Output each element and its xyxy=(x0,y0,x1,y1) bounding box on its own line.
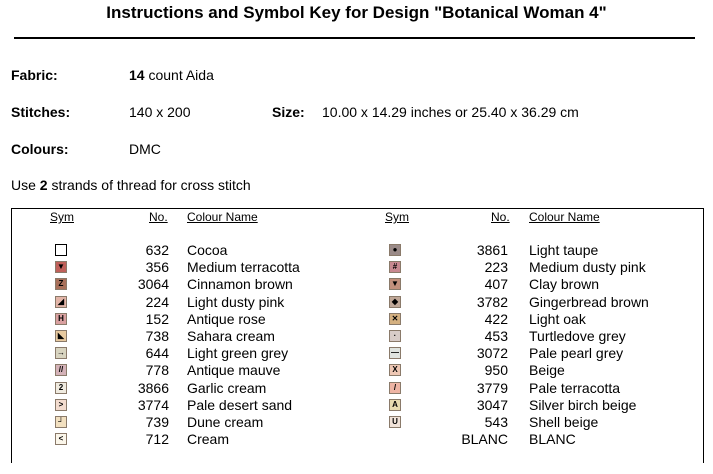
colour-name: Garlic cream xyxy=(187,379,267,396)
stitches-label: Stitches: xyxy=(11,104,71,120)
colour-name: Pale terracotta xyxy=(529,379,621,396)
symbol-swatch-icon xyxy=(55,244,67,256)
fabric-value xyxy=(129,67,214,83)
dmc-number: 950 xyxy=(484,362,508,379)
colour-name: Cream xyxy=(187,431,230,448)
strands-count: 2 xyxy=(39,177,48,193)
size-label: Size: xyxy=(272,104,305,120)
symbol-swatch-icon: // xyxy=(55,364,67,376)
symbol-swatch-icon: / xyxy=(389,382,401,394)
dmc-number: 712 xyxy=(145,431,169,448)
symbol-swatch-icon: ● xyxy=(389,244,401,256)
dmc-number: 738 xyxy=(145,328,169,344)
dmc-number: 543 xyxy=(484,414,508,430)
colour-name: Dune cream xyxy=(187,414,264,430)
header-sym-right: Sym xyxy=(385,210,409,224)
stitches-value: 140 x 200 xyxy=(129,104,191,120)
dmc-number: 644 xyxy=(145,345,169,362)
symbol-swatch-icon: · xyxy=(389,330,401,342)
symbol-swatch-icon: > xyxy=(55,399,67,411)
header-no-left: No. xyxy=(149,210,168,224)
fabric-count: 14 xyxy=(129,67,145,83)
colour-name: Light oak xyxy=(529,310,586,327)
dmc-number: 3866 xyxy=(137,379,169,396)
colours-value: DMC xyxy=(129,141,161,157)
symbol-swatch-icon: ▼ xyxy=(55,261,67,273)
symbol-swatch-icon: → xyxy=(57,348,65,358)
colour-name: BLANC xyxy=(529,431,576,448)
dmc-number: 632 xyxy=(145,242,169,258)
title-rule xyxy=(14,37,695,39)
dmc-number: 3861 xyxy=(476,242,508,258)
symbol-swatch-icon: H xyxy=(55,313,67,325)
symbol-swatch-icon xyxy=(389,433,401,445)
colour-name: Shell beige xyxy=(529,414,599,430)
dmc-number: 223 xyxy=(484,259,508,276)
colour-name: Medium dusty pink xyxy=(529,259,646,276)
dmc-number: 3047 xyxy=(476,396,508,413)
colour-name: Cocoa xyxy=(187,242,228,258)
colour-name: Pale pearl grey xyxy=(529,345,624,362)
colour-name: Clay brown xyxy=(529,276,600,293)
dmc-number: 3774 xyxy=(137,396,169,413)
dmc-number: 3782 xyxy=(476,293,508,310)
colour-name: Light taupe xyxy=(529,242,599,258)
symbol-swatch-icon: Z xyxy=(55,278,67,290)
size-value: 10.00 x 14.29 inches or 25.40 x 36.29 cm xyxy=(322,104,579,120)
colour-name: Turtledove grey xyxy=(529,328,626,344)
symbol-swatch-icon: A xyxy=(389,399,401,411)
colour-name: Medium terracotta xyxy=(187,259,300,276)
colour-name: Cinnamon brown xyxy=(187,276,293,293)
symbol-swatch-icon: ◣ xyxy=(55,330,67,342)
header-name-left: Colour Name xyxy=(187,210,258,224)
fabric-label: Fabric: xyxy=(11,67,58,83)
document-title: Instructions and Symbol Key for Design "Botanical Woman 4" xyxy=(106,3,607,22)
symbol-swatch-icon: ┘ xyxy=(55,416,67,428)
symbol-swatch-icon: X xyxy=(389,364,401,376)
dmc-number: 778 xyxy=(145,362,169,379)
symbol-swatch-icon: ✕ xyxy=(389,313,401,325)
dmc-number: 422 xyxy=(484,310,508,327)
dmc-number: 152 xyxy=(145,310,169,327)
header-no-right: No. xyxy=(491,210,510,224)
colour-name: Antique mauve xyxy=(187,362,281,379)
symbol-swatch-icon: < xyxy=(55,433,67,445)
dmc-number: 739 xyxy=(145,414,169,430)
strands-instruction xyxy=(11,177,251,193)
symbol-swatch-icon: 2 xyxy=(55,382,67,394)
colour-name: Light dusty pink xyxy=(187,293,285,310)
dmc-number: 356 xyxy=(145,259,169,276)
header-name-right: Colour Name xyxy=(529,210,600,224)
symbol-swatch-icon: ▼ xyxy=(389,278,401,290)
fabric-type: count Aida xyxy=(148,67,214,83)
symbol-swatch-icon: — xyxy=(391,348,399,358)
dmc-number: BLANC xyxy=(461,431,508,448)
colour-name: Light green grey xyxy=(187,345,289,362)
colour-name: Silver birch beige xyxy=(529,396,637,413)
symbol-swatch-icon: # xyxy=(389,261,401,273)
dmc-number: 3064 xyxy=(137,276,169,293)
colour-name: Sahara cream xyxy=(187,328,275,344)
colour-name: Antique rose xyxy=(187,310,266,327)
dmc-number: 3072 xyxy=(476,345,508,362)
colour-name: Gingerbread brown xyxy=(529,293,649,310)
dmc-number: 407 xyxy=(484,276,508,293)
dmc-number: 224 xyxy=(145,293,169,310)
dmc-number: 3779 xyxy=(476,379,508,396)
symbol-swatch-icon: ◆ xyxy=(389,296,401,308)
strands-pre: Use xyxy=(11,177,36,193)
header-sym-left: Sym xyxy=(50,210,74,224)
symbol-swatch-icon: U xyxy=(389,416,401,428)
colours-label: Colours: xyxy=(11,141,69,157)
dmc-number: 453 xyxy=(484,328,508,344)
symbol-swatch-icon: ◢ xyxy=(55,296,67,308)
strands-post: strands of thread for cross stitch xyxy=(51,177,251,193)
colour-name: Pale desert sand xyxy=(187,396,293,413)
colour-name: Beige xyxy=(529,362,565,379)
